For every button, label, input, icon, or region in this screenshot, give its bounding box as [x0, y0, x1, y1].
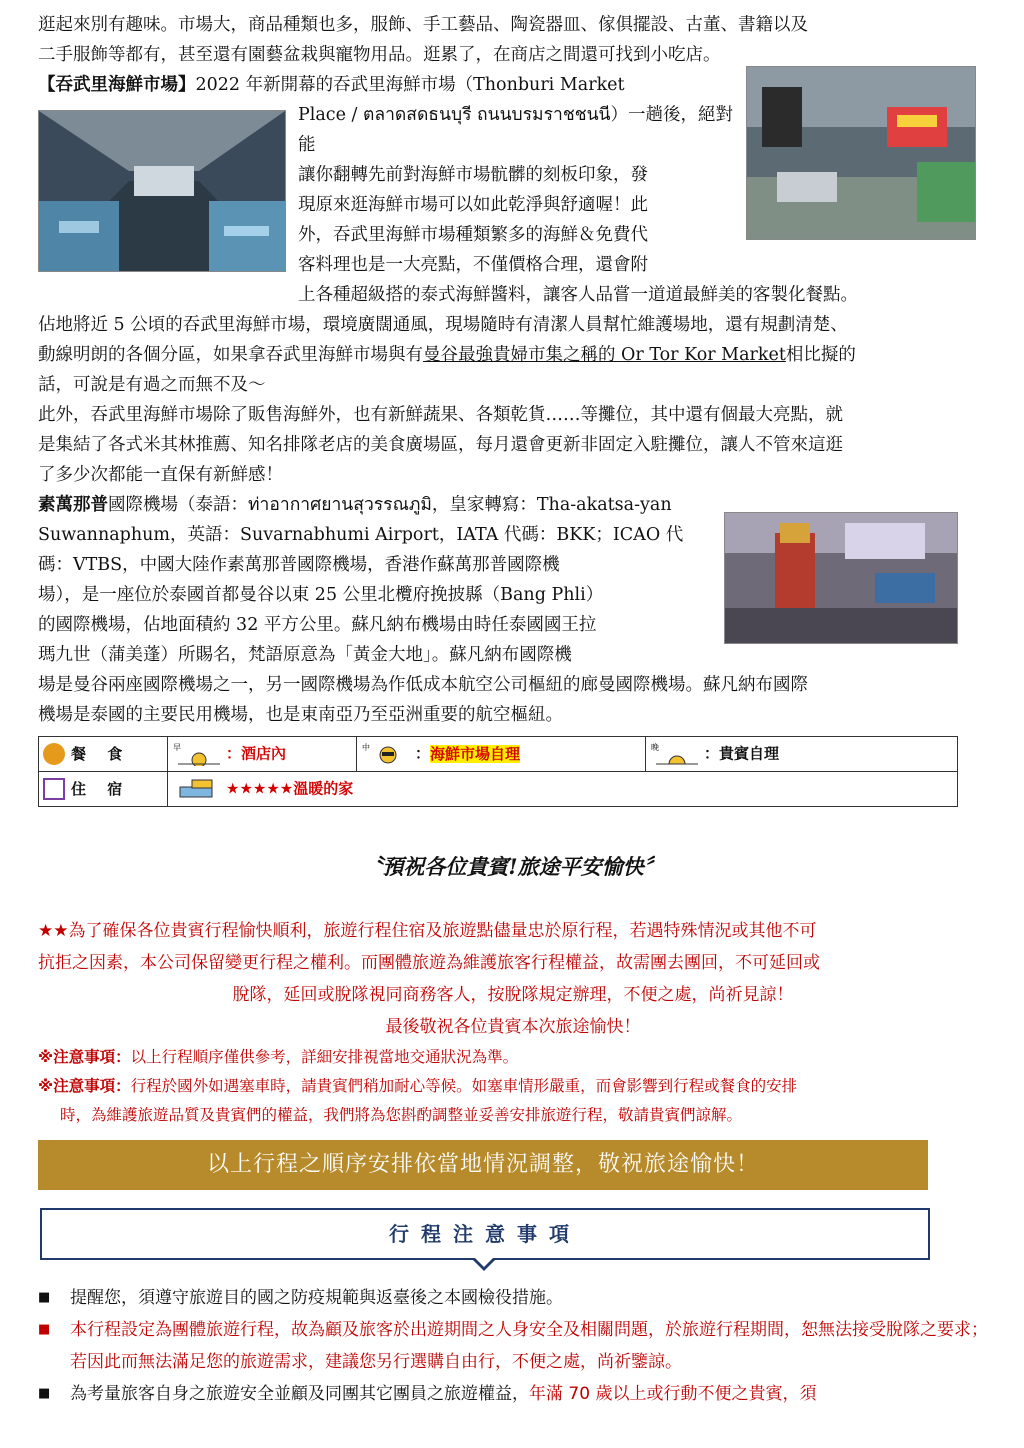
svg-text:中: 中: [362, 743, 370, 752]
market-lead: 2022 年新開幕的吞武里海鮮市場（Thonburi Market: [195, 75, 625, 95]
market-paragraph: 相比擬的: [785, 345, 856, 365]
notice-line: 最後敬祝各位貴賓本次旅途愉快！: [385, 1017, 641, 1037]
market-text: Place / ตลาดสดธนบุรี ถนนบรมราชชนนี）一趟後，絕對能: [298, 105, 733, 155]
meal-label: 餐 食: [71, 744, 131, 763]
market-paragraph: 佔地將近 5 公頃的吞武里海鮮市場，環境廣闊通風，現場隨時有清潔人員幫忙維護場地，還有規劃清楚、: [38, 315, 848, 335]
market-photo-right: [746, 66, 976, 240]
market-text: 外，吞武里海鮮市場種類繁多的海鮮＆免費代: [298, 225, 648, 245]
airport-text: Suwannaphum，英語：Suvarnabhumi Airport，IATA 代碼：BKK；ICAO 代: [38, 525, 684, 545]
market-photo-left: [38, 110, 286, 272]
rule-text: 為考量旅客自身之旅遊安全並顧及同團其它團員之旅遊權益，: [70, 1384, 529, 1404]
svg-text:早: 早: [173, 743, 181, 752]
breakfast-cell: [168, 737, 357, 772]
market-section: [38, 70, 988, 280]
dinner-value: ：貴賓自理: [704, 744, 780, 763]
airport-text: 的國際機場，佔地面積約 32 平方公里。蘇凡納布機場由時任泰國國王拉: [38, 615, 597, 635]
market-aisle-image: [39, 111, 285, 271]
schedule-banner: 以上行程之順序安排依當地情況調整，敬祝旅途愉快！: [38, 1140, 928, 1190]
dinner-cell: [646, 737, 958, 772]
airport-title: 素萬那普: [38, 495, 108, 515]
lunch-value: 海鮮市場自理: [430, 744, 521, 763]
airport-text: 機場是泰國的主要民用機場，也是東南亞乃至亞洲重要的航空樞紐。: [38, 705, 563, 725]
airport-text: 國際機場（泰語：ท่าอากาศยานสุวรรณภูมิ，皇家轉寫：Tha-akatsa-yan: [108, 495, 672, 515]
rules-list: [38, 1282, 988, 1410]
airport-text: 瑪九世（蒲美蓬）所賜名，梵語原意為「黃金大地」。蘇凡納布國際機: [38, 645, 572, 665]
breakfast-value: ：酒店內: [226, 744, 287, 763]
airport-text: 碼：VTBS，中國大陸作素萬那普國際機場，香港作蘇萬那普國際機: [38, 555, 560, 575]
list-item: ■ 提醒您，須遵守旅遊目的國之防疫規範與返臺後之本國檢役措施。: [38, 1282, 988, 1314]
market-paragraph: 是集結了各式米其林推薦、知名排隊老店的美食廣場區，每月還會更新非固定入駐攤位，讓人不管來這逛: [38, 435, 843, 455]
airport-photo: [724, 512, 958, 644]
section-title-box: [40, 1208, 930, 1260]
notice-line: 抗拒之因素，本公司保留變更行程之權利。而團體旅遊為維護旅客行程權益，故需團去團回，不可延回或: [38, 953, 820, 973]
document-page: [38, 10, 988, 1410]
airport-text: 場），是一座位於泰國首都曼谷以東 25 公里北欖府挽披縣（Bang Phli）: [38, 585, 604, 605]
market-text: 現原來逛海鮮市場可以如此乾淨與舒適喔！此: [298, 195, 648, 215]
note-text: 時，為維護旅遊品質及貴賓們的權益，我們將為您斟酌調整並妥善安排旅遊行程，敬請貴賓們諒解。: [60, 1106, 743, 1124]
market-paragraph: 此外，吞武里海鮮市場除了販售海鮮外，也有新鮮蔬果、各類乾貨……等攤位，其中還有個最大亮點，就: [38, 405, 843, 425]
meal-label-cell: [39, 737, 168, 772]
stay-label: 住 宿: [71, 779, 131, 798]
market-hall-image: [747, 67, 975, 239]
stay-label-cell: [39, 772, 168, 807]
stay-cell: [168, 772, 958, 807]
intro-line: 逛起來別有趣味。市場大，商品種類也多，服飾、手工藝品、陶瓷器皿、傢俱擺設、古董、書籍以及: [38, 15, 808, 35]
intro-line: 二手服飾等都有，甚至還有園藝盆栽與寵物用品。逛累了，在商店之間還可找到小吃店。: [38, 45, 721, 65]
wish-heading: 〝預祝各位貴賓!旅途平安愉快〞: [361, 854, 665, 879]
hotel-bed-icon: [172, 777, 226, 801]
market-text: 讓你翻轉先前對海鮮市場骯髒的刻板印象，發: [298, 165, 648, 185]
sunset-icon: [650, 742, 704, 766]
airport-section: [38, 490, 988, 670]
sun-sunglasses-icon: [361, 742, 415, 766]
section-title: 行程注意事項: [389, 1222, 581, 1246]
fork-knife-icon: [43, 743, 65, 765]
note-text: 行程於國外如遇塞車時，請貴賓們稍加耐心等候。如塞車情形嚴重，而會影響到行程或餐食的安排: [130, 1077, 798, 1095]
sunrise-icon: [172, 742, 226, 766]
market-text: 上各種超級搭的泰式海鮮醬料，讓客人品嘗一道道最鮮美的客製化餐點。: [298, 285, 858, 305]
svg-text:晚: 晚: [651, 743, 659, 752]
lunch-cell: [357, 737, 646, 772]
airport-text: 場是曼谷兩座國際機場之一，另一國際機場為作低成本航空公司樞紐的廊曼國際機場。蘇凡納布國際: [38, 675, 808, 695]
market-title: 【吞武里海鮮市場】: [38, 75, 196, 95]
airport-hall-image: [725, 513, 957, 643]
lunch-colon: ：: [415, 744, 431, 763]
stay-value: ★★★★★溫暖的家: [226, 779, 354, 798]
rule-text-red: 年滿 70 歲以上或行動不便之貴賓，須: [529, 1384, 817, 1404]
notes-block: [38, 1043, 988, 1130]
notice-line: 脫隊，延回或脫隊視同商務客人，按脫隊規定辦理，不便之處，尚祈見諒！: [232, 985, 794, 1005]
note-label: ※注意事項：: [38, 1048, 131, 1066]
market-paragraph: 了多少次都能一直保有新鮮感！: [38, 465, 283, 485]
home-icon: [43, 778, 65, 800]
notice-line: ★★為了確保各位貴賓行程愉快順利，旅遊行程住宿及旅遊點儘量忠於原行程，若遇特殊情況或其他不可: [38, 921, 817, 941]
list-item: ■ 本行程設定為團體旅遊行程，故為顧及旅客於出遊期間之人身安全及相關問題，於旅遊行程期間，恕無法接受脫隊之要求；若因此而無法滿足您的旅遊需求，建議您另行選購自由行，不便之處，尚祈鑒諒。: [38, 1314, 988, 1378]
market-paragraph: 動線明朗的各個分區，如果拿吞武里海鮮市場與有: [38, 345, 423, 365]
note-label: ※注意事項：: [38, 1077, 131, 1095]
notice-block: [38, 915, 988, 1043]
market-paragraph: 話，可說是有過之而無不及～: [38, 375, 266, 395]
note-text: 以上行程順序僅供參考，詳細安排視當地交通狀況為準。: [130, 1048, 519, 1066]
market-text: 客料理也是一大亮點，不僅價格合理，還會附: [298, 255, 648, 275]
or-tor-kor-link[interactable]: 曼谷最強貴婦市集之稱的 Or Tor Kor Market: [423, 345, 786, 365]
list-item: [38, 1378, 988, 1410]
meal-table: [38, 736, 958, 807]
